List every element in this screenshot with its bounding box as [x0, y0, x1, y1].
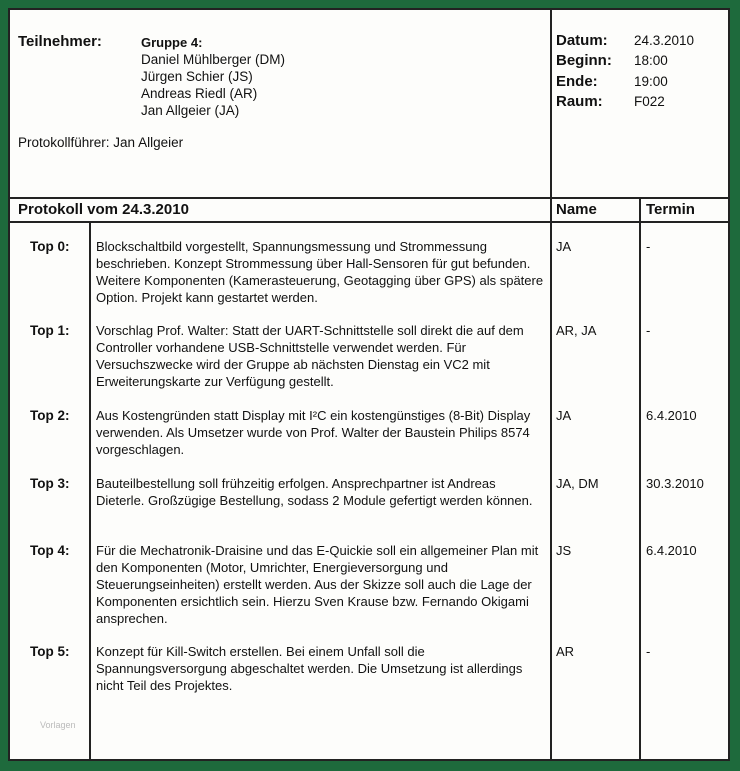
topic-number: Top 0: [30, 239, 70, 254]
column-divider [550, 199, 552, 761]
topic-term: - [646, 239, 651, 254]
topic-text: Bauteilbestellung soll frühzeitig erfolgen. Ansprechpartner ist Andreas Dieterle. Großzügige Bestellung, sodass 2 Module gefertigt werden können. [96, 476, 533, 508]
participants-label: Teilnehmer: [18, 33, 102, 50]
meta-room [556, 93, 665, 110]
topic-text: Konzept für Kill-Switch erstellen. Bei einem Unfall soll die Spannungsversorgung abgeschaltet werden. Die Umsetzung ist allerdings nicht Teil des Projektes. [96, 644, 523, 693]
topic-name: JS [556, 543, 572, 558]
meta-start [556, 52, 668, 69]
group-name: Gruppe 4: [141, 35, 203, 50]
topic-term: 6.4.2010 [646, 408, 697, 423]
topic-number: Top 4: [30, 543, 70, 558]
member: Jürgen Schier (JS) [141, 69, 253, 84]
topic-text: Vorschlag Prof. Walter: Statt der UART-Schnittstelle soll direkt die auf dem Controller vorhandene USB-Schnittstelle verwendet werden. Für Versuchszwecke wird der Gruppe ab nächsten Dienstag ein VC2 mit Erweiterungskarte zur Verfügung gestellt. [96, 323, 524, 389]
meta-value: F022 [634, 94, 665, 109]
topic-term: - [646, 323, 651, 338]
column-divider [89, 221, 91, 761]
meta-key: Raum: [556, 93, 603, 110]
member: Jan Allgeier (JA) [141, 103, 240, 118]
column-name-header: Name [556, 201, 597, 218]
member: Andreas Riedl (AR) [141, 86, 258, 101]
watermark: Vorlagen [40, 720, 76, 730]
meta-key: Datum: [556, 32, 608, 49]
topic-number: Top 5: [30, 644, 70, 659]
topic-term: 6.4.2010 [646, 543, 697, 558]
meta-end [556, 73, 668, 90]
topic-name: JA, DM [556, 476, 599, 491]
group-block [141, 34, 285, 119]
recorder: Protokollführer: Jan Allgeier [18, 135, 184, 150]
protocol-header [10, 10, 728, 199]
meta-value: 19:00 [634, 74, 668, 89]
topic-name: JA [556, 408, 572, 423]
topic-number: Top 3: [30, 476, 70, 491]
meta-key: Beginn: [556, 52, 612, 69]
meta-value: 18:00 [634, 53, 668, 68]
column-divider [639, 199, 641, 761]
meta-date [556, 32, 694, 49]
topic-number: Top 2: [30, 408, 70, 423]
topic-term: - [646, 644, 651, 659]
topic-number: Top 1: [30, 323, 70, 338]
table-title: Protokoll vom 24.3.2010 [18, 201, 189, 218]
topic-term: 30.3.2010 [646, 476, 704, 491]
topic-text: Für die Mechatronik-Draisine und das E-Quickie soll ein allgemeiner Plan mit den Komponenten (Motor, Umrichter, Energieversorgung und Steuerungseinheiten) erstellt werden. Aus der Skizze soll auch die Lage der Komponenten ersichtlich sein. Hierzu Sven Krause bzw. Fernando Okigami ansprechen. [96, 543, 539, 626]
topic-text: Aus Kostengründen statt Display mit I²C ein kostengünstiges (8-Bit) Display verwenden. Als Umsetzer wurde von Prof. Walter der Baustein Philips 8574 vorgeschlagen. [96, 408, 531, 457]
table-header [10, 199, 728, 223]
participants-section [10, 10, 552, 197]
topic-name: AR [556, 644, 575, 659]
meta-key: Ende: [556, 73, 598, 90]
member: Daniel Mühlberger (DM) [141, 52, 286, 67]
meta-value: 24.3.2010 [634, 33, 695, 48]
protocol-sheet [8, 8, 730, 761]
topic-name: AR, JA [556, 323, 597, 338]
meta-section [552, 10, 728, 197]
column-term-header: Termin [646, 201, 695, 218]
topic-name: JA [556, 239, 572, 254]
topic-text: Blockschaltbild vorgestellt, Spannungsmessung und Strommessung beschrieben. Konzept Strommessung über Hall-Sensoren für gut befunden. Weitere Komponenten (Kamerasteuerung, Geotagging über GPS) als spätere Option. Projekt kann gestartet werden. [96, 239, 544, 305]
